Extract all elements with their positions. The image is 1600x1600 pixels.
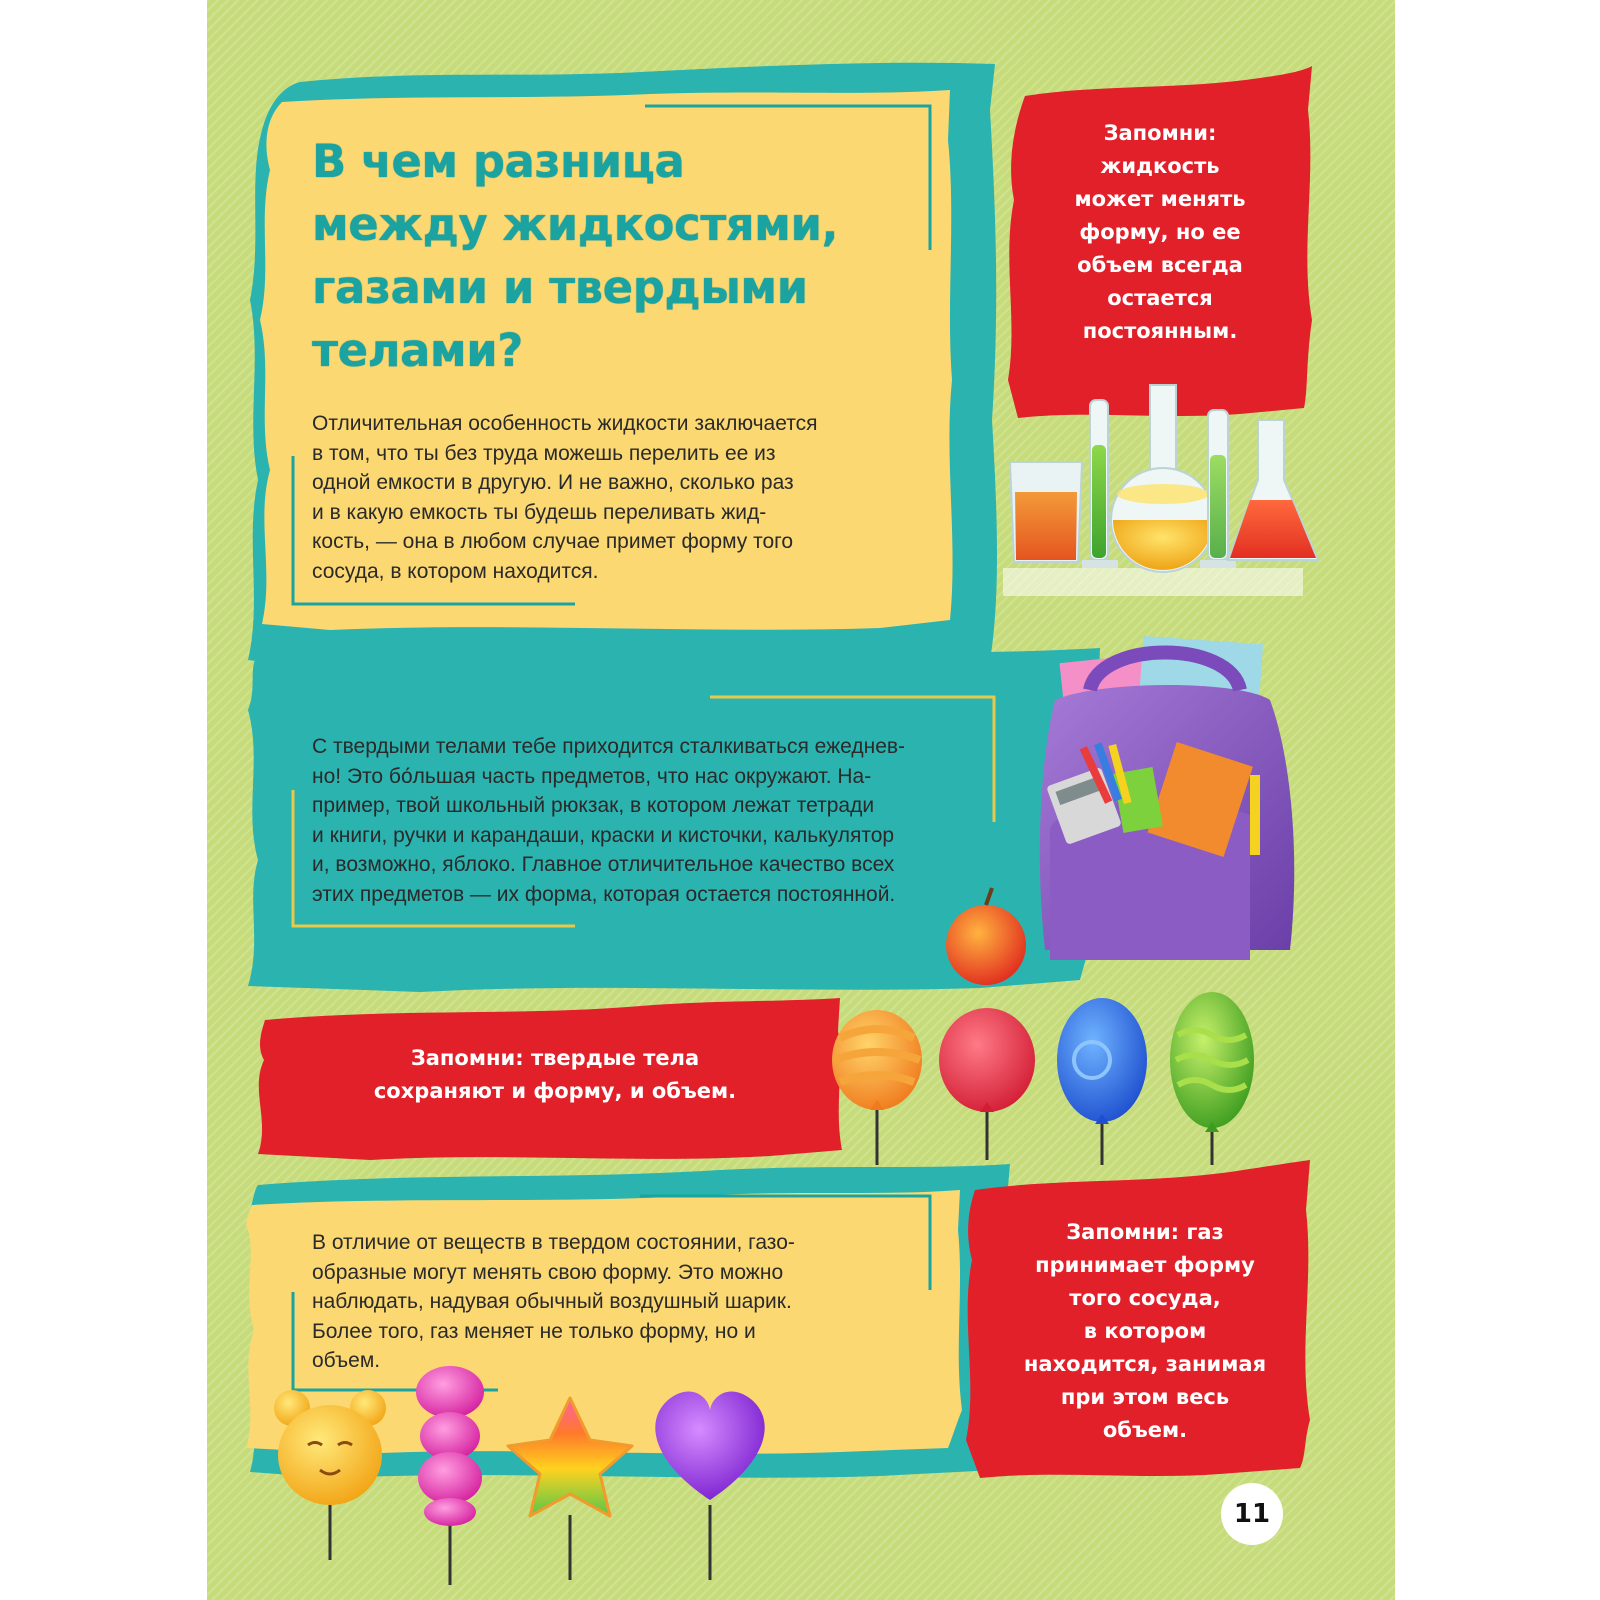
- page-title: В чем разница между жидкостями, газами и твердыми телами?: [312, 135, 839, 377]
- paragraph-liquid: Отличительная особенность жидкости заключается в том, что ты без труда можешь перелить ее из одной емкости в другую. И не важно, сколько раз и в какую емкость ты будешь переливать жид- кость, — она в любом случае примет форму того сосуда, в котором находится.: [312, 412, 818, 583]
- note-solid: Запомни: твердые тела сохраняют и форму, и объем.: [373, 1046, 737, 1103]
- paragraph-gas: В отличие от веществ в твердом состоянии, газо- образные могут менять свою форму. Это можно наблюдать, надувая обычный воздушный шарик. Более того, газ меняет не только форму, но и объем.: [312, 1231, 795, 1372]
- paragraph-solid: С твердыми телами тебе приходится сталкиваться ежеднев- но! Это бо́льшая часть предметов, что нас окружают. На- пример, твой школьный рюкзак, в котором лежат тетради и книги, ручки и карандаши, краски и кисточки, калькулятор и, возможно, яблоко. Главное отличительное качество всех этих предметов — их форма, которая остается постоянной.: [312, 735, 906, 906]
- page-number: 11: [1221, 1483, 1283, 1545]
- note-gas: Запомни: газ принимает форму того сосуда, в котором находится, занимая при этом весь объем.: [1023, 1220, 1267, 1442]
- note-liquid: Запомни: жидкость может менять форму, но ее объем всегда остается постоянным.: [1074, 121, 1246, 343]
